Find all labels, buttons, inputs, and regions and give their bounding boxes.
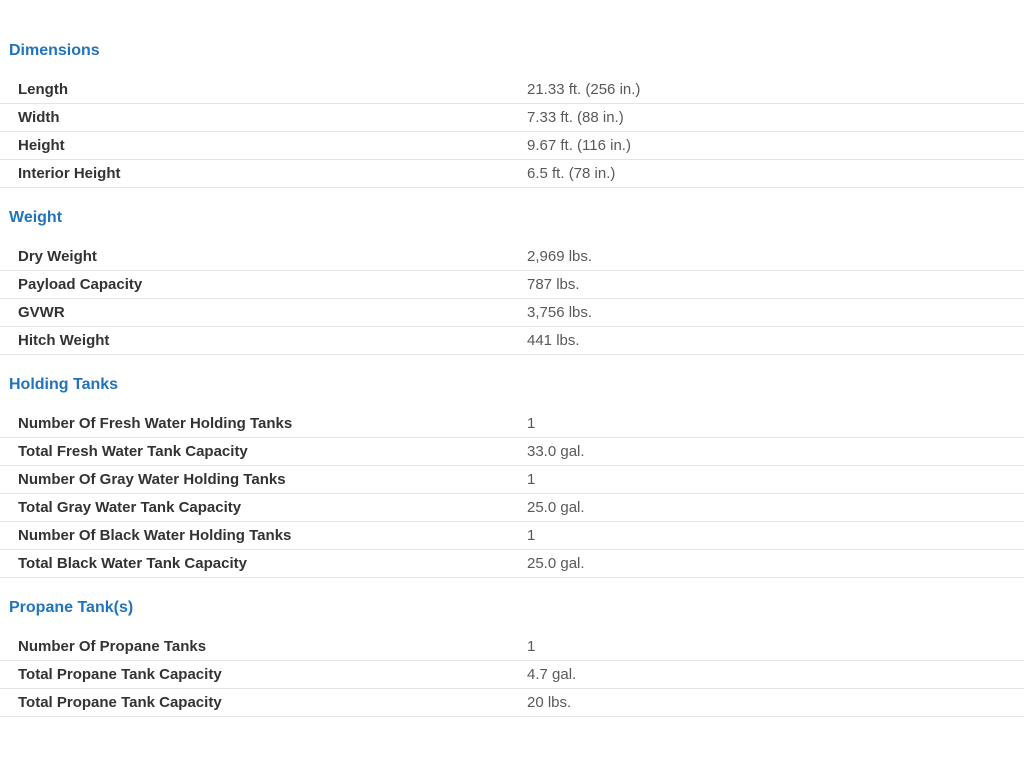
spec-label-width: Width bbox=[18, 109, 60, 126]
spec-label-propane-capacity-gal: Total Propane Tank Capacity bbox=[18, 666, 222, 683]
spec-label-black-capacity: Total Black Water Tank Capacity bbox=[18, 555, 247, 572]
table-row bbox=[0, 160, 1024, 188]
spec-value-payload-capacity: 787 lbs. bbox=[527, 276, 580, 293]
spec-value-num-propane-tanks: 1 bbox=[527, 638, 536, 655]
spec-value-gray-capacity: 25.0 gal. bbox=[527, 499, 585, 516]
section-title-propane-tanks: Propane Tank(s) bbox=[9, 599, 134, 616]
table-row bbox=[0, 104, 1024, 132]
table-row bbox=[0, 271, 1024, 299]
spec-label-fresh-capacity: Total Fresh Water Tank Capacity bbox=[18, 443, 248, 460]
spec-label-dry-weight: Dry Weight bbox=[18, 248, 97, 265]
spec-value-fresh-capacity: 33.0 gal. bbox=[527, 443, 585, 460]
table-row bbox=[0, 327, 1024, 355]
spec-label-propane-capacity-lbs: Total Propane Tank Capacity bbox=[18, 694, 222, 711]
table-row bbox=[0, 661, 1024, 689]
spec-value-num-fresh-tanks: 1 bbox=[527, 415, 536, 432]
spec-value-propane-capacity-lbs: 20 lbs. bbox=[527, 694, 572, 711]
table-row bbox=[0, 299, 1024, 327]
spec-value-width: 7.33 ft. (88 in.) bbox=[527, 109, 624, 126]
spec-label-num-fresh-tanks: Number Of Fresh Water Holding Tanks bbox=[18, 415, 293, 432]
spec-label-num-propane-tanks: Number Of Propane Tanks bbox=[18, 638, 207, 655]
spec-label-num-gray-tanks: Number Of Gray Water Holding Tanks bbox=[18, 471, 286, 488]
section-holding-tanks bbox=[0, 376, 1024, 578]
spec-label-height: Height bbox=[18, 137, 65, 154]
spec-value-interior-height: 6.5 ft. (78 in.) bbox=[527, 165, 616, 182]
table-row bbox=[0, 522, 1024, 550]
table-row bbox=[0, 438, 1024, 466]
table-row bbox=[0, 243, 1024, 271]
spec-value-hitch-weight: 441 lbs. bbox=[527, 332, 580, 349]
section-weight bbox=[0, 209, 1024, 355]
spec-label-num-black-tanks: Number Of Black Water Holding Tanks bbox=[18, 527, 292, 544]
table-row bbox=[0, 76, 1024, 104]
spec-value-num-black-tanks: 1 bbox=[527, 527, 536, 544]
section-dimensions bbox=[0, 42, 1024, 188]
table-row bbox=[0, 633, 1024, 661]
spec-value-gvwr: 3,756 lbs. bbox=[527, 304, 593, 321]
dimensions-table bbox=[0, 76, 1024, 188]
spec-label-gray-capacity: Total Gray Water Tank Capacity bbox=[18, 499, 242, 516]
table-row bbox=[0, 689, 1024, 717]
holding-tanks-table bbox=[0, 410, 1024, 578]
spec-label-hitch-weight: Hitch Weight bbox=[18, 332, 110, 349]
spec-value-length: 21.33 ft. (256 in.) bbox=[527, 81, 641, 98]
spec-label-interior-height: Interior Height bbox=[18, 165, 121, 182]
table-row bbox=[0, 494, 1024, 522]
table-row bbox=[0, 550, 1024, 578]
section-title-weight: Weight bbox=[9, 209, 63, 226]
spec-label-length: Length bbox=[18, 81, 68, 98]
spec-value-height: 9.67 ft. (116 in.) bbox=[527, 137, 631, 154]
section-title-dimensions: Dimensions bbox=[9, 42, 100, 59]
spec-value-dry-weight: 2,969 lbs. bbox=[527, 248, 593, 265]
spec-value-num-gray-tanks: 1 bbox=[527, 471, 536, 488]
table-row bbox=[0, 132, 1024, 160]
weight-table bbox=[0, 243, 1024, 355]
section-propane-tanks bbox=[0, 599, 1024, 717]
table-row bbox=[0, 410, 1024, 438]
spec-value-propane-capacity-gal: 4.7 gal. bbox=[527, 666, 577, 683]
spec-label-payload-capacity: Payload Capacity bbox=[18, 276, 143, 293]
propane-tanks-table bbox=[0, 633, 1024, 717]
spec-value-black-capacity: 25.0 gal. bbox=[527, 555, 585, 572]
section-title-holding-tanks: Holding Tanks bbox=[9, 376, 119, 393]
table-row bbox=[0, 466, 1024, 494]
spec-label-gvwr: GVWR bbox=[18, 304, 65, 321]
